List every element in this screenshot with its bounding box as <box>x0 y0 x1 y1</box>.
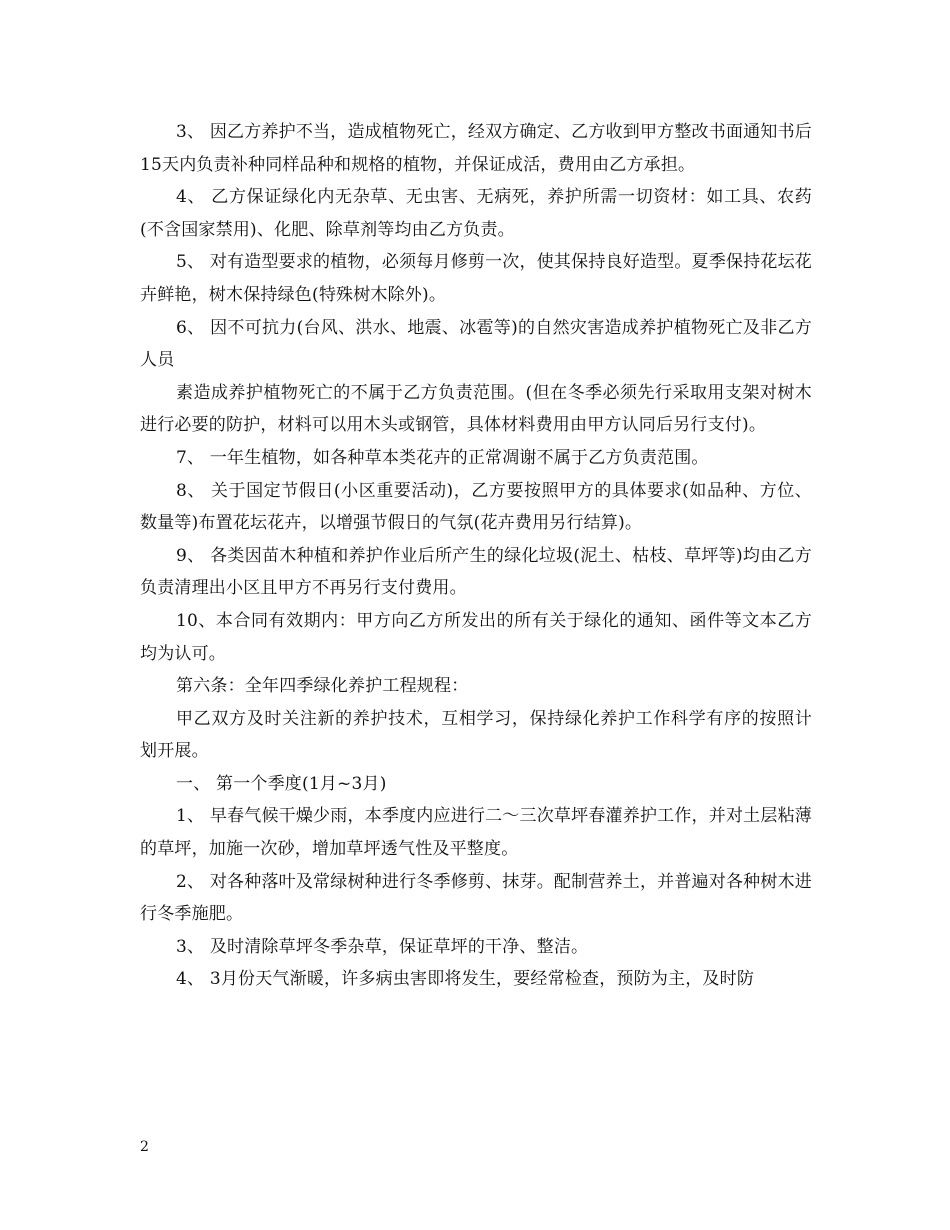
subheading-first-quarter: 一、 第一个季度(1月~3月) <box>176 773 387 794</box>
paragraph-q1-item-4: 4、 3月份天气渐暖，许多病虫害即将发生，要经常检查，预防为主，及时防 <box>176 969 755 990</box>
paragraph-clause-4: 4、 乙方保证绿化内无杂草、无虫害、无病死，养护所需一切资材：如工具、农药(不含国家禁用)、化肥、除草剂等均由乙方负责。 <box>140 187 812 240</box>
paragraph-clause-3: 3、 因乙方养护不当，造成植物死亡，经双方确定、乙方收到甲方整改书面通知书后15天内负责补种同样品种和规格的植物，并保证成活，费用由乙方承担。 <box>140 122 812 175</box>
paragraph-q1-item-2: 2、 对各种落叶及常绿树种进行冬季修剪、抹芽。配制营养土，并普遍对各种树木进行冬季施肥。 <box>140 871 812 925</box>
page-number: 2 <box>140 1139 149 1155</box>
paragraph-clause-10: 10、本合同有效期内：甲方向乙方所发出的所有关于绿化的通知、函件等文本乙方均为认可。 <box>140 610 812 664</box>
contract-body-text <box>140 116 812 996</box>
paragraph-q1-item-3: 3、 及时清除草坪冬季杂草，保证草坪的干净、整洁。 <box>176 936 589 957</box>
paragraph-clause-9: 9、 各类因苗木种植和养护作业后所产生的绿化垃圾(泥土、枯枝、草坪等)均由乙方负责清理出小区且甲方不再另行支付费用。 <box>140 545 812 599</box>
paragraph-article-6-intro: 甲乙双方及时关注新的养护技术，互相学习，保持绿化养护工作科学有序的按照计划开展。 <box>140 708 812 762</box>
paragraph-clause-8: 8、 关于国定节假日(小区重要活动)，乙方要按照甲方的具体要求(如品种、方位、数量等)布置花坛花卉，以增强节假日的气氛(花卉费用另行结算)。 <box>140 480 812 534</box>
paragraph-clause-6-continued: 素造成养护植物死亡的不属于乙方负责范围。(但在冬季必须先行采取用支架对树木进行必要的防护，材料可以用木头或钢管，具体材料费用由甲方认同后另行支付)。 <box>140 382 812 436</box>
paragraph-clause-7: 7、 一年生植物，如各种草本类花卉的正常凋谢不属于乙方负责范围。 <box>176 447 709 468</box>
paragraph-q1-item-1: 1、 早春气候干燥少雨，本季度内应进行二～三次草坪春灌养护工作，并对土层粘薄的草坪，加施一次砂，增加草坪透气性及平整度。 <box>140 806 812 860</box>
paragraph-clause-6: 6、 因不可抗力(台风、洪水、地震、冰雹等)的自然灾害造成养护植物死亡及非乙方人员 <box>140 317 812 371</box>
section-heading-article-6: 第六条：全年四季绿化养护工程规程： <box>176 676 469 697</box>
paragraph-clause-5: 5、 对有造型要求的植物，必须每月修剪一次，使其保持良好造型。夏季保持花坛花卉鲜艳，树木保持绿色(特殊树木除外)。 <box>140 252 812 305</box>
